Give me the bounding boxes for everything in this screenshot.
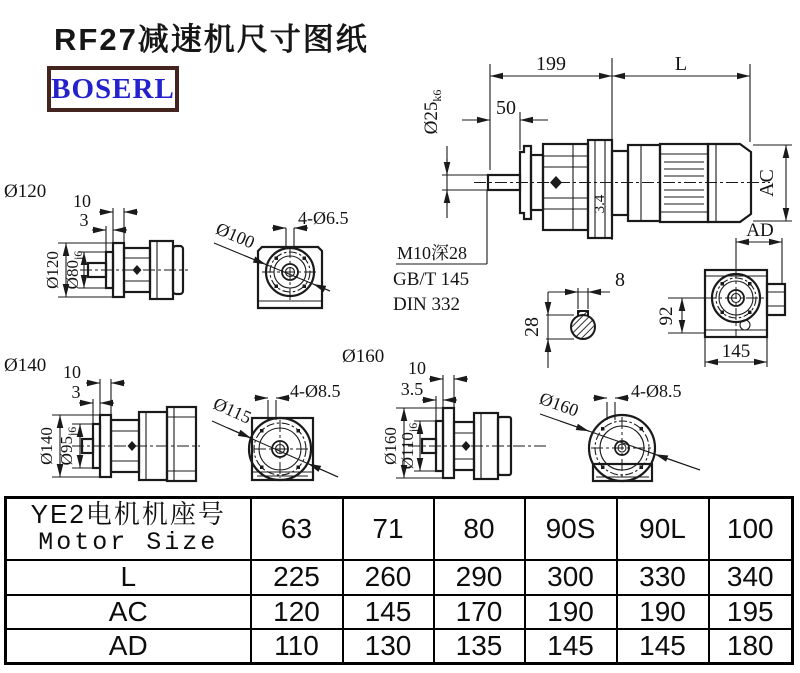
dia-label-100: Ø100 — [213, 218, 258, 253]
cell: 130 — [343, 629, 434, 664]
std-din: DIN 332 — [393, 294, 461, 315]
row-label-L: L — [6, 560, 251, 595]
row-label-AC: AC — [6, 595, 251, 629]
size-col-90L: 90L — [617, 498, 709, 560]
row-label-AD: AD — [6, 629, 251, 664]
holes-label-100: 4-Ø6.5 — [298, 208, 349, 228]
table-header-row — [6, 498, 793, 560]
dim-key-width: 8 — [615, 269, 625, 291]
dim-199: 199 — [536, 53, 566, 75]
cell: 190 — [617, 595, 709, 629]
cell: 225 — [251, 560, 343, 595]
table-row-AC — [6, 595, 793, 629]
motor-size-table — [4, 496, 794, 665]
flange-side-view-120 — [4, 181, 188, 299]
flange-side-view-140 — [4, 355, 200, 481]
dia-outer-140: Ø140 — [37, 427, 56, 465]
cell: 300 — [525, 560, 617, 595]
cell: 145 — [525, 629, 617, 664]
cell: 135 — [434, 629, 525, 664]
dim-L: L — [674, 53, 688, 75]
dia-outer-160: Ø160 — [381, 427, 400, 465]
cell: 120 — [251, 595, 343, 629]
dim-step-140: 3 — [71, 382, 81, 402]
dim-shaft-dia: 28 — [521, 317, 543, 337]
cell: 195 — [709, 595, 793, 629]
shaft-key-section — [521, 269, 625, 368]
cell: 180 — [709, 629, 793, 664]
size-col-71: 71 — [343, 498, 434, 560]
flange-front-view-160 — [537, 381, 700, 481]
dim-plate-140: 10 — [63, 362, 81, 382]
dia-outer-120: Ø120 — [43, 251, 62, 289]
dia-pilot-120: $Ø80_{j6}$ — [63, 250, 85, 290]
cell: 145 — [617, 629, 709, 664]
cell: 190 — [525, 595, 617, 629]
dim-92: 92 — [656, 306, 677, 326]
cell: 110 — [251, 629, 343, 664]
motor-rear-view — [656, 220, 785, 367]
dia-pilot-160: $Ø110_{j6}$ — [398, 422, 420, 470]
dim-50: 50 — [496, 97, 516, 119]
flange-side-view-160 — [342, 346, 548, 479]
size-col-80: 80 — [434, 498, 525, 560]
dim-plate-120: 10 — [73, 191, 91, 211]
flange-front-view-115 — [210, 381, 340, 480]
dim-145: 145 — [721, 341, 751, 362]
header-cn: YE2电机机座号 — [30, 499, 226, 530]
cell: 260 — [343, 560, 434, 595]
view-label-160: Ø160 — [342, 346, 385, 367]
dim-AC: AC — [756, 169, 778, 197]
view-label-140: Ø140 — [4, 355, 47, 376]
header-cell-motor-size — [6, 498, 251, 560]
flange-front-view-100 — [213, 208, 348, 308]
dim-step-120: 3 — [79, 210, 89, 230]
dia-label-160: Ø160 — [536, 388, 582, 421]
cell: 330 — [617, 560, 709, 595]
table-row-L — [6, 560, 793, 595]
cell: 170 — [434, 595, 525, 629]
cell: 145 — [343, 595, 434, 629]
std-gb: GB/T 145 — [393, 269, 470, 290]
holes-label-115: 4-Ø8.5 — [290, 381, 341, 401]
size-col-100: 100 — [709, 498, 793, 560]
table-row-AD — [6, 629, 793, 664]
size-col-90S: 90S — [525, 498, 617, 560]
ratio-note: 3.4 — [592, 194, 608, 214]
brand-logo-text: BOSERL — [51, 72, 175, 105]
dim-plate-160: 10 — [408, 358, 426, 378]
size-col-63: 63 — [251, 498, 343, 560]
thread-note: M10深28 — [397, 243, 468, 263]
view-label-120: Ø120 — [4, 181, 47, 202]
dia-label-115: Ø115 — [210, 393, 255, 428]
shaft-dia-label: $Ø25_{k6}$ — [421, 89, 444, 135]
page-title: RF27减速机尺寸图纸 — [54, 22, 369, 57]
cell: 340 — [709, 560, 793, 595]
dim-step-160: 3.5 — [400, 379, 424, 399]
header-en: Motor Size — [38, 527, 219, 557]
dia-pilot-140: $Ø95_{j6}$ — [57, 426, 79, 466]
dim-AD: AD — [746, 220, 774, 241]
holes-label-160: 4-Ø8.5 — [631, 381, 682, 401]
cell: 290 — [434, 560, 525, 595]
